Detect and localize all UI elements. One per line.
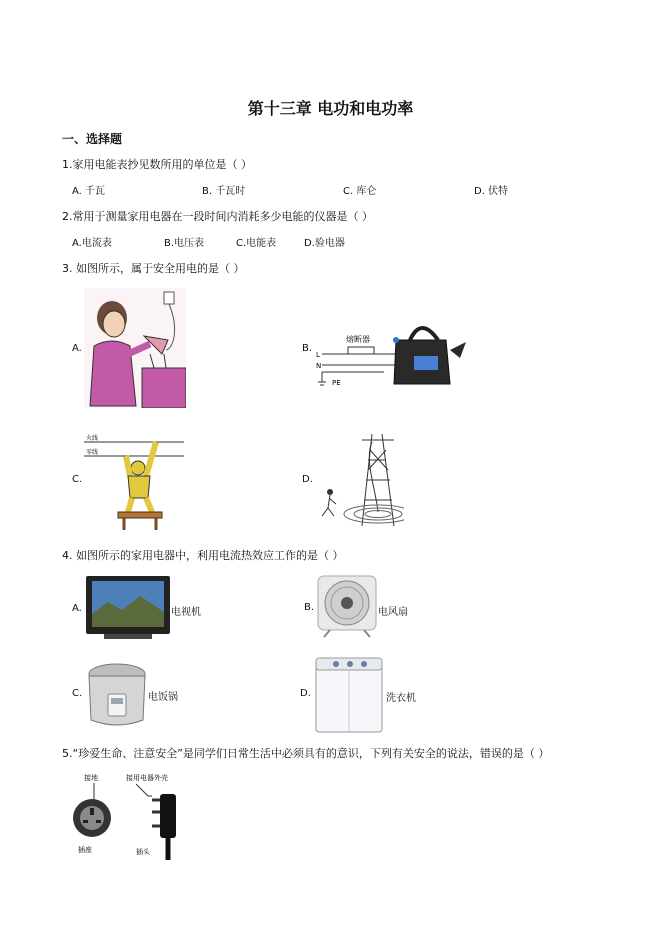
kettle-circuit-diagram [314,306,468,392]
question-2: 2.常用于测量家用电器在一段时间内消耗多少电能的仪器是（ ） [62,210,373,223]
socket-and-plug-diagram [68,770,192,862]
neutral-wire-label: N [316,362,322,370]
electric-fan-image [316,574,378,638]
live-wire-label: L [316,351,320,359]
plug-label: 插头 [136,848,150,856]
q4-option-d-name: 洗衣机 [386,693,416,704]
q2-option-c[interactable]: C.电能表 [236,238,277,249]
question-1: 1.家用电能表抄见数所用的单位是（ ） [62,158,252,171]
q1-option-d[interactable]: D. 伏特 [474,186,509,197]
neutral-wire-label: 零线 [86,449,99,456]
woman-touching-lamp-illustration [84,288,186,408]
section-heading: 一、选择题 [62,132,123,146]
television-image [84,574,172,642]
rice-cooker-image [86,660,148,730]
q4-option-d-letter[interactable]: D. [300,688,311,699]
socket-label: 插座 [78,846,92,854]
q3-option-d[interactable]: D. [302,474,313,485]
shell-label: 接用电器外壳 [126,774,168,782]
question-5: 5.“珍爱生命、注意安全”是同学们日常生活中必须具有的意识，下列有关安全的说法，错误的是（ ） [62,747,550,760]
q4-option-a-name: 电视机 [171,607,201,618]
q1-option-c[interactable]: C. 库仑 [343,186,377,197]
earth-wire-label: PE [332,379,341,387]
q1-option-a[interactable]: A. 千瓦 [72,186,106,197]
question-4: 4. 如图所示的家用电器中，利用电流热效应工作的是（ ） [62,549,344,562]
q3-option-a[interactable]: A. [72,343,82,354]
q4-option-c-name: 电饭锅 [148,692,178,703]
q3-option-b[interactable]: B. [302,343,313,354]
fallen-high-voltage-wire-illustration [314,430,404,528]
q1-option-b[interactable]: B. 千瓦时 [202,186,246,197]
q4-option-b-name: 电风扇 [378,607,408,618]
live-wire-label: 火线 [86,435,99,442]
q2-option-b[interactable]: B.电压表 [164,238,205,249]
q2-option-a[interactable]: A.电流表 [72,238,112,249]
person-touching-wires-illustration [84,428,184,530]
question-3: 3. 如图所示，属于安全用电的是（ ） [62,262,245,275]
q2-option-d[interactable]: D.验电器 [304,238,345,249]
fuse-label: 熔断器 [346,335,370,344]
ground-label: 接地 [84,774,98,782]
q3-option-c[interactable]: C. [72,474,83,485]
q4-option-b-letter[interactable]: B. [304,602,315,613]
washing-machine-image [314,654,384,734]
q4-option-a-letter[interactable]: A. [72,603,82,614]
page-title: 第十三章 电功和电功率 [247,99,414,118]
q4-option-c-letter[interactable]: C. [72,688,83,699]
